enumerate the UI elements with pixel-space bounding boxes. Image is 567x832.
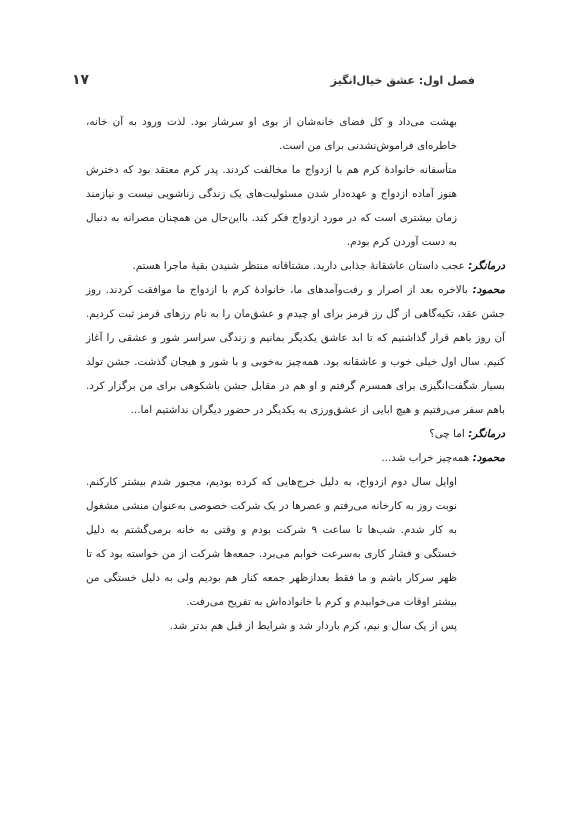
dialogue-text: اما چی؟ bbox=[429, 428, 465, 440]
dialogue-mahmoud-2 bbox=[86, 446, 505, 470]
paragraph-3 bbox=[86, 470, 479, 614]
paragraph-text: بهشت می‌داد و کل فضای خانه‌شان از بوی او سرشار بود. لذت ورود به آن خانه، خاطره‌ای فراموش‌نشدنی برای من است. bbox=[86, 116, 457, 152]
chapter-title: فصل اول: عشق خیال‌انگیز bbox=[330, 74, 475, 87]
paragraph-text: پس از یک سال و نیم، کرم باردار شد و شرایط از قبل هم بدتر شد. bbox=[169, 620, 457, 632]
body-text bbox=[86, 110, 505, 638]
paragraph-4 bbox=[86, 614, 479, 638]
speaker-label-mahmoud: محمود: bbox=[472, 452, 505, 464]
paragraph-2 bbox=[86, 158, 479, 254]
page-number: ۱۷ bbox=[72, 72, 90, 88]
paragraph-text: متأسفانه خانوادهٔ کرم هم با ازدواج ما مخالفت کردند. پدر کرم معتقد بود که دخترش هنوز آماده ازدواج و عهده‌دار شدن مسئولیت‌های یک زندگی زناشویی نیست و نیازمند زمان بیشتری است که در مورد ازدواج فکر کند. بااین‌حال من همچنان مصرانه به دنبال به دست آوردن کرم بودم. bbox=[86, 164, 457, 248]
dialogue-text: همه‌چیز خراب شد... bbox=[381, 452, 470, 464]
dialogue-therapist-2 bbox=[86, 422, 505, 446]
speaker-label-mahmoud: محمود: bbox=[472, 284, 505, 296]
dialogue-therapist-1 bbox=[86, 254, 505, 278]
running-header bbox=[72, 74, 475, 96]
dialogue-text: بالاخره بعد از اصرار و رفت‌وآمدهای ما، خانوادهٔ کرم با ازدواج ما موافقت کردند. روز جشن عقد، تکیه‌گاهی از گل رز قرمز برای او چیدم و عشق‌مان را به نام رزهای قرمز ثبت کردیم. آن روز باهم قرار گذاشتیم که تا ابد عاشق یکدیگر بمانیم و زندگی سراسر شور و عشقی را آغاز کنیم. سال اول خیلی خوب و عاشقانه بود. همه‌چیز به‌خوبی و با شور و هیجان گذشت. جشن تولد بسیار شگفت‌انگیزی برای همسرم گرفتم و او هم در مقابل جشن باشکوهی برای من برگزار کرد. باهم سفر می‌رفتیم و هیچ ابایی از عشق‌ورزی به یکدیگر در حضور دیگران نداشتیم اما... bbox=[86, 284, 505, 416]
paragraph-1 bbox=[86, 110, 479, 158]
paragraph-text: اوایل سال دوم ازدواج، به دلیل خرج‌هایی که کرده بودیم، مجبور شدم بیشتر کارکنم. نوبت روز به کارخانه می‌رفتم و عصرها در یک شرکت خصوصی به‌عنوان منشی مشغول به کار شدم. شب‌ها تا ساعت ۹ شرکت بودم و وقتی به خانه برمی‌گشتم به دلیل خستگی و فشار کاری به‌سرعت خوابم می‌برد. جمعه‌ها شرکت از من خواسته بود که تا ظهر سرکار باشم و ما فقط بعدازظهر جمعه کنار هم بودیم ولی به دلیل خستگی من بیشتر اوقات می‌خوابیدم و کرم با خانواده‌اش به تفریح می‌رفت. bbox=[86, 476, 457, 608]
speaker-label-therapist: درمانگر: bbox=[468, 260, 505, 272]
dialogue-text: عجب داستان عاشقانهٔ جذابی دارید. مشتاقانه منتظر شنیدن بقیهٔ ماجرا هستم. bbox=[132, 260, 465, 272]
speaker-label-therapist: درمانگر: bbox=[468, 428, 505, 440]
dialogue-mahmoud-1 bbox=[86, 278, 505, 422]
